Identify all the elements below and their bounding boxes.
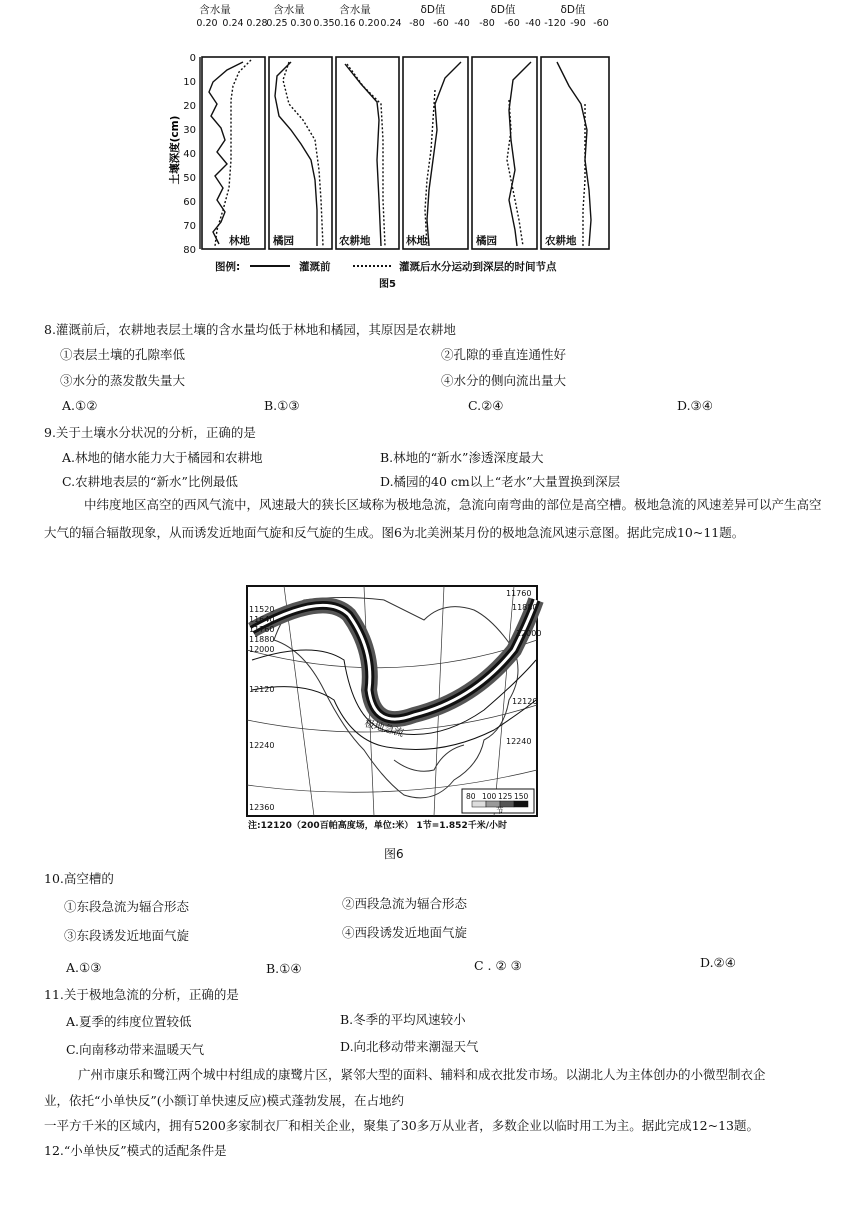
tick: -40 (454, 18, 470, 29)
q11-stem: 11.关于极地急流的分析，正确的是 (44, 987, 239, 1002)
q8-choice-b[interactable]: B.①③ (264, 398, 300, 413)
tick: 0.28 (246, 18, 268, 29)
figure-6-jet-stream-map (244, 580, 544, 832)
tick: 0.24 (222, 18, 244, 29)
panel-frame (541, 57, 609, 249)
tick: -60 (593, 18, 609, 29)
contour-label: 12120 (512, 697, 538, 706)
tick: -40 (525, 18, 541, 29)
legend-value: 100 (482, 792, 497, 801)
q10-option-1: ①东段急流为辐合形态 (64, 899, 190, 914)
curve-before (427, 62, 461, 246)
q8-stem: 8.灌溉前后，农耕地表层土壤的含水量均低于林地和橘园，其原因是农耕地 (44, 322, 456, 337)
y-tick: 10 (183, 77, 196, 88)
curve-after (583, 104, 585, 246)
legend-unit: 节 (496, 806, 504, 815)
figure-5-soil-profiles (165, 0, 625, 290)
curve-after (215, 60, 251, 246)
jet-stream-label: 极地急流 (363, 718, 405, 740)
q8-option-3: ③水分的蒸发散失量大 (60, 373, 186, 388)
figure6-note: 注:12120（200百帕高度场，单位:米） 1节=1.852千米/小时 (248, 821, 507, 831)
passage-garment-line2: 业，依托“小单快反”(小额订单快速反应)模式蓬勃发展，在占地约 (44, 1093, 405, 1108)
contour-label: 12000 (516, 629, 542, 638)
q10-option-2: ②西段急流为辐合形态 (342, 896, 468, 911)
contour-label: 12240 (506, 737, 532, 746)
q8-option-4: ④水分的侧向流出量大 (441, 373, 567, 388)
q12-stem: 12.“小单快反”模式的适配条件是 (44, 1143, 227, 1158)
panel-label: 农耕地 (545, 235, 577, 247)
y-tick: 50 (183, 173, 196, 184)
contour-label: 12000 (249, 645, 275, 654)
axis-title-4: δD值 (420, 4, 446, 16)
q8-choice-a[interactable]: A.①② (62, 398, 98, 413)
tick: 0.20 (196, 18, 218, 29)
q9-stem: 9.关于土壤水分状况的分析，正确的是 (44, 425, 256, 440)
q11-choice-d[interactable]: D.向北移动带来潮湿天气 (340, 1039, 479, 1054)
curve-before (509, 62, 531, 246)
q9-choice-b[interactable]: B.林地的“新水”渗透深度最大 (380, 450, 544, 465)
contour-label: 11880 (512, 603, 538, 612)
speed-legend (462, 789, 534, 815)
q11-choice-c[interactable]: C.向南移动带来温暖天气 (66, 1042, 205, 1057)
contour-label: 11520 (249, 605, 275, 614)
q8-choice-c[interactable]: C.②④ (468, 398, 504, 413)
panel-label: 农耕地 (339, 235, 371, 247)
axis-title-1: 含水量 (199, 4, 231, 16)
contour-label: 11640 (249, 615, 275, 624)
contour-label: 11760 (506, 589, 532, 598)
y-tick: 20 (183, 101, 196, 112)
q10-stem: 10.高空槽的 (44, 871, 114, 886)
y-axis-label: 土壤深度(cm) (169, 115, 181, 185)
q9-choice-d[interactable]: D.橘园的40 cm以上“老水”大量置换到深层 (380, 474, 621, 489)
curve-before (275, 62, 317, 246)
tick: -80 (479, 18, 495, 29)
tick: -60 (433, 18, 449, 29)
tick: -90 (570, 18, 586, 29)
y-tick: 80 (183, 245, 196, 256)
contour-label: 11880 (249, 635, 275, 644)
q11-choice-a[interactable]: A.夏季的纬度位置较低 (66, 1014, 192, 1029)
contour-label: 11760 (249, 625, 275, 634)
legend-value: 80 (466, 792, 476, 801)
legend-value: 150 (514, 792, 529, 801)
panel-frame (336, 57, 399, 249)
tick: 0.25 (266, 18, 288, 29)
legend-value: 125 (498, 792, 513, 801)
curve-before (209, 62, 243, 244)
contour-label: 12360 (249, 803, 275, 812)
panel-label: 林地 (229, 235, 250, 247)
q11-choice-b[interactable]: B.冬季的平均风速较小 (340, 1012, 466, 1027)
axis-title-3: 含水量 (339, 4, 371, 16)
passage-garment-line3: 一平方千米的区域内，拥有5200多家制衣厂和相关企业，聚集了30多万从业者，多数企业以临时用工为主。据此完成12~13题。 (44, 1118, 760, 1133)
axis-title-6: δD值 (560, 4, 586, 16)
axis-title-2: 含水量 (273, 4, 305, 16)
y-tick: 0 (189, 53, 196, 64)
passage-garment-line1: 广州市康乐和鹭江两个城中村组成的康鹭片区，紧邻大型的面料、辅料和成衣批发市场。以湖北人为主体创办的小微型制衣企 (78, 1067, 766, 1082)
q10-choice-a[interactable]: A.①③ (66, 960, 102, 975)
legend-dotted-label: 灌溉后水分运动到深层的时间节点 (399, 261, 557, 273)
q10-choice-b[interactable]: B.①④ (266, 961, 302, 976)
y-tick: 60 (183, 197, 196, 208)
q10-option-3: ③东段诱发近地面气旋 (64, 928, 190, 943)
q8-option-2: ②孔隙的垂直连通性好 (441, 347, 567, 362)
tick: 0.24 (380, 18, 402, 29)
q10-option-4: ④西段诱发近地面气旋 (342, 925, 468, 940)
panel-frame (403, 57, 468, 249)
contour-label: 12240 (249, 741, 275, 750)
curve-before (557, 62, 591, 246)
q10-choice-c[interactable]: C . ② ③ (474, 958, 522, 973)
tick: -80 (409, 18, 425, 29)
tick: -60 (504, 18, 520, 29)
y-tick: 70 (183, 221, 196, 232)
tick: 0.16 (334, 18, 356, 29)
q8-option-1: ①表层土壤的孔隙率低 (60, 347, 186, 362)
y-tick: 40 (183, 149, 196, 160)
panel-label: 橘园 (273, 235, 294, 247)
q9-choice-c[interactable]: C.农耕地表层的“新水”比例最低 (62, 474, 238, 489)
q8-choice-d[interactable]: D.③④ (677, 398, 713, 413)
panel-label: 橘园 (476, 235, 497, 247)
panel-label: 林地 (406, 235, 427, 247)
tick: -120 (544, 18, 566, 29)
legend-prefix: 图例: (215, 261, 241, 273)
axis-title-5: δD值 (490, 4, 516, 16)
figure-label: 图5 (379, 279, 396, 290)
figure6-caption: 图6 (384, 847, 404, 861)
panel-frame (472, 57, 537, 249)
tick: 0.30 (290, 18, 312, 29)
contour-label: 12120 (249, 685, 275, 694)
y-tick: 30 (183, 125, 196, 136)
tick: 0.35 (313, 18, 335, 29)
q9-choice-a[interactable]: A.林地的储水能力大于橘园和农耕地 (62, 450, 263, 465)
passage-jet-stream: 中纬度地区高空的西风气流中，风速最大的狭长区域称为极地急流，急流向南弯曲的部位是高空槽。极地急流的风速差异可以产生高空大气的辐合辐散现象，从而诱发近地面气旋和反气旋的生成。图6为北美洲某月份的极地急流风速示意图。据此完成10~11题。 (44, 497, 822, 540)
curve-before (345, 64, 381, 246)
tick: 0.20 (358, 18, 380, 29)
q10-choice-d[interactable]: D.②④ (700, 955, 736, 970)
legend-solid-label: 灌溉前 (299, 261, 331, 273)
